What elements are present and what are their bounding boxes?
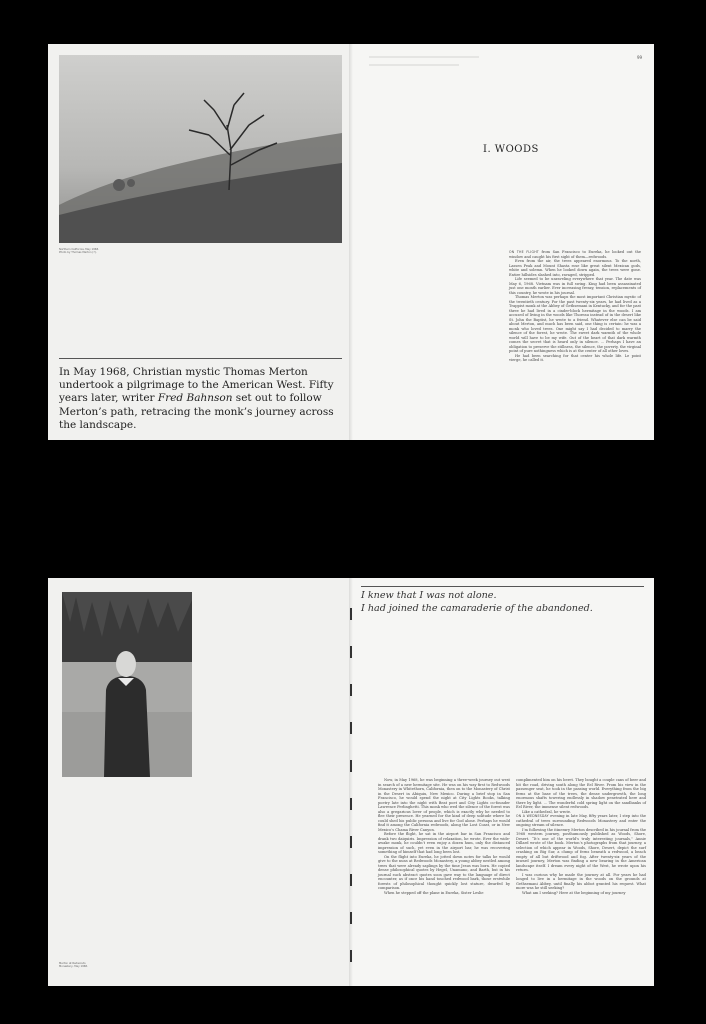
section-title: I. WOODS	[483, 144, 539, 155]
paragraph: Like a cathedral, he wrote.	[522, 809, 572, 814]
bottom-spread	[48, 578, 654, 986]
binding-stitch	[350, 798, 352, 810]
photo-caption	[59, 248, 99, 255]
gutter	[349, 44, 353, 440]
binding-stitch	[350, 722, 352, 734]
paragraph-text: from San Francisco to Eureka, he looked out the window and caught his first sight of them—redwoods.	[509, 250, 641, 259]
binding-stitch	[350, 950, 352, 962]
binding-stitch	[350, 608, 352, 620]
paragraph: He had been searching for that center his whole life. Le point vierge, he called it.	[509, 353, 641, 362]
show-through-text	[369, 56, 489, 78]
gutter	[349, 578, 353, 986]
paragraph	[509, 250, 641, 259]
caption-line: Monastery, May 1968.	[59, 965, 88, 969]
paragraph: Life seemed to be unraveling everywhere that year. The date was May 6, 1968. Vietnam was in full swing. King had been assassinated just one month earlier. Ever increasing frenzy, tension, replacements of this country, he wrote in his journal.	[509, 277, 641, 295]
binding-stitch	[350, 874, 352, 886]
quote-line: I knew that I was not alone.	[361, 590, 497, 601]
paragraph: What am I seeking? Here at the beginning of my journey	[522, 890, 626, 895]
paragraph: I’m following the itinerary Merton described in his journal from the 1968 western journey, posthumously published as Woods, Shore, Desert. “It’s one of the world’s truly interesting journals,” Annie Dillard wrote of the book. Merton’s photographs from that journey, a selection of which appear in Woods, Shore, Desert, depict the surf crashing on Big Sur, a clump of ferns beneath a redwood, a beach empty of all but driftwood and fog. After twenty-six years of the inward journey, Merton was finding a new bearing in the American landscape itself. I dream every night of the West, he wrote upon his return.	[516, 827, 646, 872]
paragraph: Thomas Merton was perhaps the most important Christian mystic of the twentieth century. For the past twenty-six years, he had lived as a Trappist monk at the Abbey of Gethsemani in Kentucky, and for the past three he had lived in a cinder-block hermitage in the woods. I am accused of living in the woods like Thoreau instead of in the desert like St. John the Baptist, he wrote to a friend. Whatever else can be said about Merton, and much has been said, one thing is certain: he was a monk who loved trees. One might say I had decided to marry the silence of the forest, he wrote. The sweet dark warmth of the whole world will have to be my wife. Out of the heart of that dark warmth comes the secret that is heard only in silence. … Perhaps I have an obligation to preserve the stillness, the silence, the poverty, the virginal point of pure nothingness which is at the center of all other loves.	[509, 295, 641, 353]
paragraph-text: evening in late May, fifty years later, I step into the cathedral of trees surrounding Redwoods Monastery and enter the ongoing stream of silence.	[516, 814, 646, 827]
intro-text: set out to follow Merton’s path, retracing the monk’s journey across the landscape.	[59, 392, 334, 431]
quote-line: I had joined the camaraderie of the abandoned.	[361, 602, 593, 614]
right-page	[351, 44, 654, 440]
photo-caption	[59, 962, 88, 969]
caption-line: Photo by Thomas Merton (?).	[59, 251, 97, 255]
binding-stitch	[350, 684, 352, 696]
intro-rule	[59, 358, 342, 359]
lead-in: ON THE FLIGHT	[509, 250, 539, 254]
caption-line: Merton at Redwoods	[59, 962, 86, 965]
quote-rule	[361, 586, 644, 587]
binding-stitch	[350, 836, 352, 848]
paragraph: Even from the air, the trees appeared enormous. To the north, Lassen Peak and Mount Shasta rose like great silent Mexican gods, white and solemn. When he looked down again, the trees were gone. Entire hillsides slashed into, ravaged, stripped.	[509, 259, 641, 277]
binding-stitch	[350, 912, 352, 924]
binding-stitch	[350, 760, 352, 772]
paragraph: Before the flight, he sat in the airport bar in San Francisco and drank two daiquiris. Impression of relaxation, he wrote. Ever the wide-awake monk, he couldn’t even enjoy a dozen hum, only the distanced impression of such, yet even in the airport bar, he was recovering something of himself that had long been lost.	[378, 832, 510, 854]
author-name: Fred Bahnson	[157, 392, 233, 405]
intro-deck	[59, 366, 347, 432]
top-spread	[48, 44, 654, 440]
binding-stitch	[350, 646, 352, 658]
caption-line: Northern California, May 1968.	[59, 248, 99, 251]
page-number: 99	[637, 55, 643, 60]
lead-in: ON A WEDNESDAY	[516, 814, 549, 818]
left-page	[48, 578, 351, 986]
monk-portrait-photo	[62, 592, 192, 777]
paragraph: Now, in May 1968, he was beginning a three-week journey out west in search of a new hermitage site. He was on his way first to Redwoods Monastery in Whitethorn, California, then on to the Monastery of Christ in the Desert in Abiquiu, New Mexico. During a brief stop in San Francisco, he would spend the night at City Lights Books, talking poetry late into the night with Beat poet and City Lights co-founder Lawrence Ferlinghetti. This monk who wed the silence of the forest was also a gregarious lover of people, which is exactly why he needed to flee their presence. He yearned for the kind of deep solitude where he could shed his public persona and live for God alone. Perhaps he would find it among the California redwoods, along the Lost Coast, or in New Mexico’s Chama River Canyon.	[378, 778, 510, 832]
paragraph: complimented him on his beret. They bought a couple cans of beer and hit the road, driving south along the Eel River. From his view in the passenger seat, he took in the passing world. Everything from the big ferns at the base of the trees, the dense undergrowth, the long enormous shafts towering endlessly in shadow penetrated here and there by light. … The wonderful cold spring light on the sandbanks of Eel River, the immense silent redwoods.	[516, 778, 646, 809]
pull-quote	[361, 590, 641, 615]
paragraph: On the flight into Eureka, he jotted down notes for talks he would give to the nuns at Redwoods Monastery, a young abbey nestled among trees that were already saplings by the time Jesus was born. He copied dense philosophical quotes by Hegel, Unamuno, and Barth, but in his journal such abstract quotes soon gave way to the language of direct encounter, as if once his hand touched redwood bark, those erstwhile forests of philosophical thought quickly lost stature, dwarfed by comparison.	[378, 854, 510, 890]
foggy-tree-photo	[59, 55, 342, 243]
paragraph	[516, 814, 646, 828]
body-column-1	[378, 778, 510, 895]
paragraph: I was curious why he made the journey at all. For years he had longed to live in a hermitage in the woods on the grounds at Gethsemani Abbey, until finally his abbot granted his request. What more was he still seeking?	[516, 872, 646, 890]
body-column	[509, 250, 641, 363]
paragraph: When he stepped off the plane in Eureka, Sister Leslie	[384, 890, 484, 895]
body-column-2	[516, 778, 646, 895]
intro-text: In May 1968, Christian mystic Thomas Merton undertook a pilgrimage to the American West. Fifty years later, writer	[59, 366, 334, 405]
left-page	[48, 44, 351, 440]
